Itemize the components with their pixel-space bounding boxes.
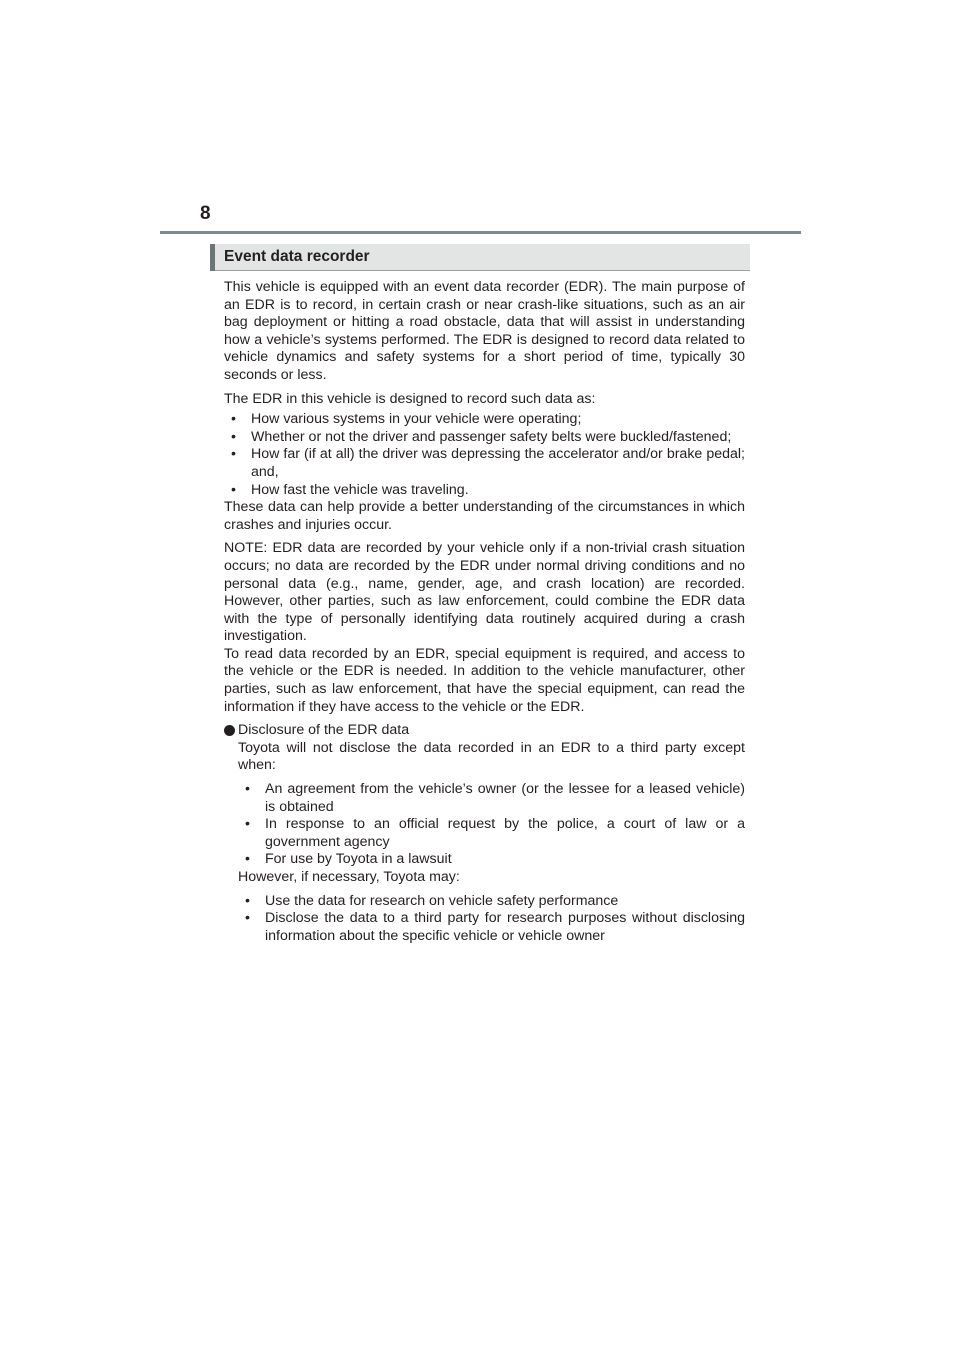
bullet-icon: • <box>245 892 250 909</box>
note-paragraph: NOTE: EDR data are recorded by your vehicle only if a non-trivial crash situation occurs; no data are recorded by the EDR under normal driving conditions and no personal data (e.g., name, gender, age, and crash location) are recorded. However, other parties, such as law enforcement, could combine the EDR data with the type of personally identifying data routinely acquired during a crash investigation. <box>224 540 745 645</box>
list-intro: The EDR in this vehicle is designed to record such data as: <box>224 390 596 407</box>
after-list-paragraph: These data can help provide a better understanding of the circumstances in which crashes and injuries occur. <box>224 499 745 533</box>
bullet-icon: • <box>245 851 250 868</box>
list-item: • In response to an official request by the police, a court of law or a government agency <box>245 816 745 850</box>
list-item: • How far (if at all) the driver was depressing the accelerator and/or brake pedal; and, <box>231 446 745 480</box>
list-item: • Disclose the data to a third party for research purposes without disclosing information about the specific vehicle or vehicle owner <box>245 910 745 944</box>
may-intro: However, if necessary, Toyota may: <box>238 869 460 885</box>
bullet-icon: • <box>245 781 250 798</box>
list-item: • How fast the vehicle was traveling. <box>231 481 469 498</box>
top-rule <box>160 231 801 234</box>
except-list <box>238 781 745 869</box>
list-item: • How various systems in your vehicle were operating; <box>231 411 582 428</box>
disclosure-heading: Disclosure of the EDR data <box>224 722 745 740</box>
disclosure-intro: Toyota will not disclose the data recorded in an EDR to a third party except when: <box>238 739 745 774</box>
bullet-icon: • <box>245 816 250 833</box>
section-header-bar <box>210 244 215 271</box>
section-title: Event data recorder <box>224 248 370 265</box>
bullet-icon: • <box>231 411 236 428</box>
list-item: • Whether or not the driver and passenger safety belts were buckled/fastened; <box>231 428 732 445</box>
page-number: 8 <box>200 203 211 224</box>
filled-circle-bullet-icon <box>224 725 235 736</box>
list-item: • Use the data for research on vehicle safety performance <box>245 892 619 909</box>
list-item: • For use by Toyota in a lawsuit <box>245 851 452 868</box>
section-header <box>210 244 750 271</box>
bullet-icon: • <box>245 910 250 927</box>
bullet-icon: • <box>231 446 236 463</box>
bullet-icon: • <box>231 481 236 498</box>
record-list <box>224 411 745 499</box>
may-list <box>238 893 745 946</box>
intro-paragraph: This vehicle is equipped with an event data recorder (EDR). The main purpose of an EDR is to record, in certain crash or near crash-like situations, such as an air bag deployment or hitting a road obstacle, data that will assist in understanding how a vehicle’s systems performed. The EDR is designed to record data related to vehicle dynamics and safety systems for a short period of time, typically 30 seconds or less. <box>224 279 745 383</box>
read-access-paragraph: To read data recorded by an EDR, special equipment is required, and access to the vehicle or the EDR is needed. In addition to the vehicle manufacturer, other parties, such as law enforcement, that have the special equipment, can read the information if they have access to the vehicle or the EDR. <box>224 645 745 715</box>
disclosure-body <box>224 740 745 946</box>
list-item: • An agreement from the vehicle’s owner (or the lessee for a leased vehicle) is obtained <box>245 781 745 815</box>
content <box>224 279 745 945</box>
bullet-icon: • <box>231 428 236 445</box>
